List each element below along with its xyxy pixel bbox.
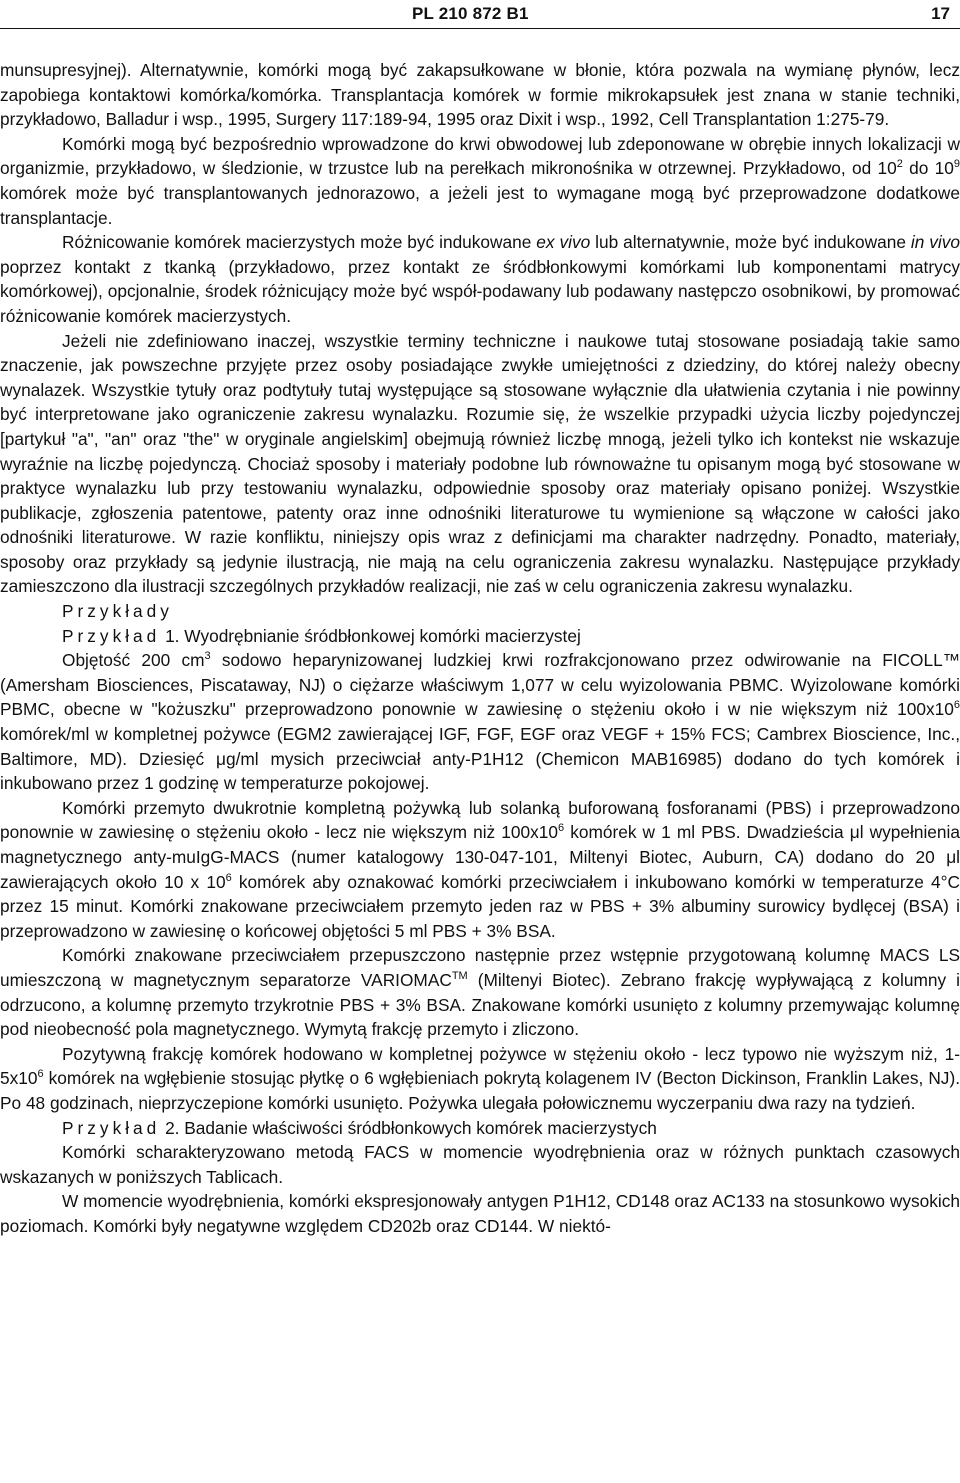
paragraph-8: Pozytywną frakcję komórek hodowano w kompletnej pożywce w stężeniu około - lecz typowo nie wyższym niż, $1-5x10^6$ komórek na wgłębienie stosując płytkę o 6 wgłębieniach pokrytą kolagenem IV (Becton Dickinson, Franklin Lakes, NJ). Po 48 godzinach, nieprzyczepione komórki usunięto. Pożywka ulegała połowicznemu wyczerpaniu dwa razy na tydzień. [0, 1043, 960, 1113]
paragraph-5: Objętość 200 $cm^3$ sodowo heparynizowanej ludzkiej krwi rozfrakcjonowano przez odwirowanie na FICOLL™ (Amersham Biosciences, Piscataway, NJ) o ciężarze właściwym 1,077 w celu wyizolowania PBMC. Wyizolowane komórki PBMC, obecne w "kożuszku" przeprowadzono ponownie w zawiesinę o stężeniu około i w nie większym niż $100x10^6$ komórek/ml w kompletnej pożywce (EGM2 zawierającej IGF, FGF, EGF oraz VEGF + 15% FCS; Cambrex Bioscience, Inc., Baltimore, MD). Dziesięć μg/ml mysich przeciwciał anty-P1H12 (Chemicon MAB16985) dodano do tych komórek i inkubowano przez 1 godzinę w temperaturze pokojowej. [0, 650, 960, 794]
paragraph-3: Różnicowanie komórek macierzystych może być indukowane ex vivo lub alternatywnie, może być indukowane in vivo poprzez kontakt z tkanką (przykładowo, przez kontakt ze śródbłonkowymi komórkami lub komponentami matrycy komórkowej), opcjonalnie, środek różnicujący może być współ-podawany lub podawany następczo osobnikowi, by promować różnicowanie komórek macierzystych. [0, 232, 960, 326]
examples-heading: Przykłady [62, 601, 173, 622]
header-rule [0, 28, 960, 29]
paragraph-1: munsupresyjnej). Alternatywnie, komórki mogą być zakapsułkowane w błonie, która pozwala na wymianę płynów, lecz zapobiega kontaktowi komórka/komórka. Transplantacja komórek w formie mikrokapsułek jest znana w stanie techniki, przykładowo, Balladur i wsp., 1995, Surgery 117:189-94, 1995 oraz Dixit i wsp., 1992, Cell Transplantation 1:275-79. [0, 60, 960, 130]
example-1-heading: Przykład 1. Wyodrębnianie śródbłonkowej komórki macierzystej [62, 625, 581, 646]
paragraph-2: Komórki mogą być bezpośrednio wprowadzone do krwi obwodowej lub zdeponowane w obrębie innych lokalizacji w organizmie, przykładowo, w śledzionie, w trzustce lub na perełkach mikronośnika w otrzewnej. Przykładowo, od $10^2$ do $10^9$ komórek może być transplantowanych jednorazowo, a jeżeli jest to wymagane mogą być przeprowadzone dodatkowe transplantacje. [0, 133, 960, 228]
paragraph-10: W momencie wyodrębnienia, komórki ekspresjonowały antygen P1H12, CD148 oraz AC133 na stosunkowo wysokich poziomach. Komórki były negatywne względem CD202b oraz CD144. W niektó- [0, 1191, 960, 1236]
page-number: 17 [931, 4, 950, 23]
publication-number: PL 210 872 B1 [412, 4, 529, 23]
example-2-heading: Przykład 2. Badanie właściwości śródbłonkowych komórek macierzystych [62, 1117, 657, 1138]
paragraph-4: Jeżeli nie zdefiniowano inaczej, wszystkie terminy techniczne i naukowe tutaj stosowane posiadają takie samo znaczenie, jak powszechne przyjęte przez osoby posiadające zwykłe umiejętności z dziedziny, do której należy obecny wynalazek. Wszystkie tytuły oraz podtytuły tutaj występujące są stosowane wyłącznie dla ułatwienia czytania i nie powinny być interpretowane jako ograniczenie zakresu wynalazku. Rozumie się, że wszelkie przypadki użycia liczby pojedynczej [partykuł "a", "an" oraz "the" w oryginale angielskim] obejmują również liczbę mnogą, jeżeli tylko ich kontekst nie wskazuje wyraźnie na liczbę pojedynczą. Chociaż sposoby i materiały podobne lub równoważne tu opisanym mogą być stosowane w praktyce wynalazku lub przy testowaniu wynalazku, odpowiednie sposoby oraz materiały opisano poniżej. Wszystkie publikacje, zgłoszenia patentowe, patenty oraz inne odnośniki literaturowe tu wymienione są włączone w całości jako odnośniki literaturowe. W razie konfliktu, niniejszy opis wraz z definicjami ma charakter nadrzędny. Ponadto, materiały, sposoby oraz przykłady są jedynie ilustracją, nie mają na celu ograniczenia zakresu wynalazku. Następujące przykłady zamieszczono dla ilustracji szczególnych przykładów realizacji, nie zaś w celu ograniczenia zakresu wynalazku. [0, 330, 960, 597]
paragraph-7: Komórki znakowane przeciwciałem przepuszczono następnie przez wstępnie przygotowaną kolumnę MACS LS umieszczoną w magnetycznym separatorze VARIOMAC™ (Miltenyi Biotec). Zebrano frakcję wypływającą z kolumny i odrzucono, a kolumnę przemyto trzykrotnie PBS + 3% BSA. Znakowane komórki usunięto z kolumny przemywając kolumnę pod nieobecność pola magnetycznego. Wymytą frakcję przemyto i zliczono. [0, 945, 960, 1040]
paragraph-9: Komórki scharakteryzowano metodą FACS w momencie wyodrębnienia oraz w różnych punktach czasowych wskazanych w poniższych Tablicach. [0, 1142, 960, 1187]
paragraph-6: Komórki przemyto dwukrotnie kompletną pożywką lub solanką buforowaną fosforanami (PBS) i przeprowadzono ponownie w zawiesinę o stężeniu około - lecz nie większym niż $100x10^6$ komórek w 1 ml PBS. Dwadzieścia μl wypełnienia magnetycznego anty-muIgG-MACS (numer katalogowy 130-047-101, Miltenyi Biotec, Auburn, CA) dodano do 20 μl zawierających około 10 x $10^6$ komórek aby oznakować komórki przeciwciałem i inkubowano komórki w temperaturze 4°C przez 15 minut. Komórki znakowane przeciwciałem przemyto jeden raz w PBS + 3% albuminy surowicy bydlęcej (BSA) i przeprowadzono w zawiesinę o końcowej objętości 5 ml PBS + 3% BSA. [0, 797, 960, 941]
document-body [0, 58, 960, 1239]
page-header [0, 0, 960, 34]
